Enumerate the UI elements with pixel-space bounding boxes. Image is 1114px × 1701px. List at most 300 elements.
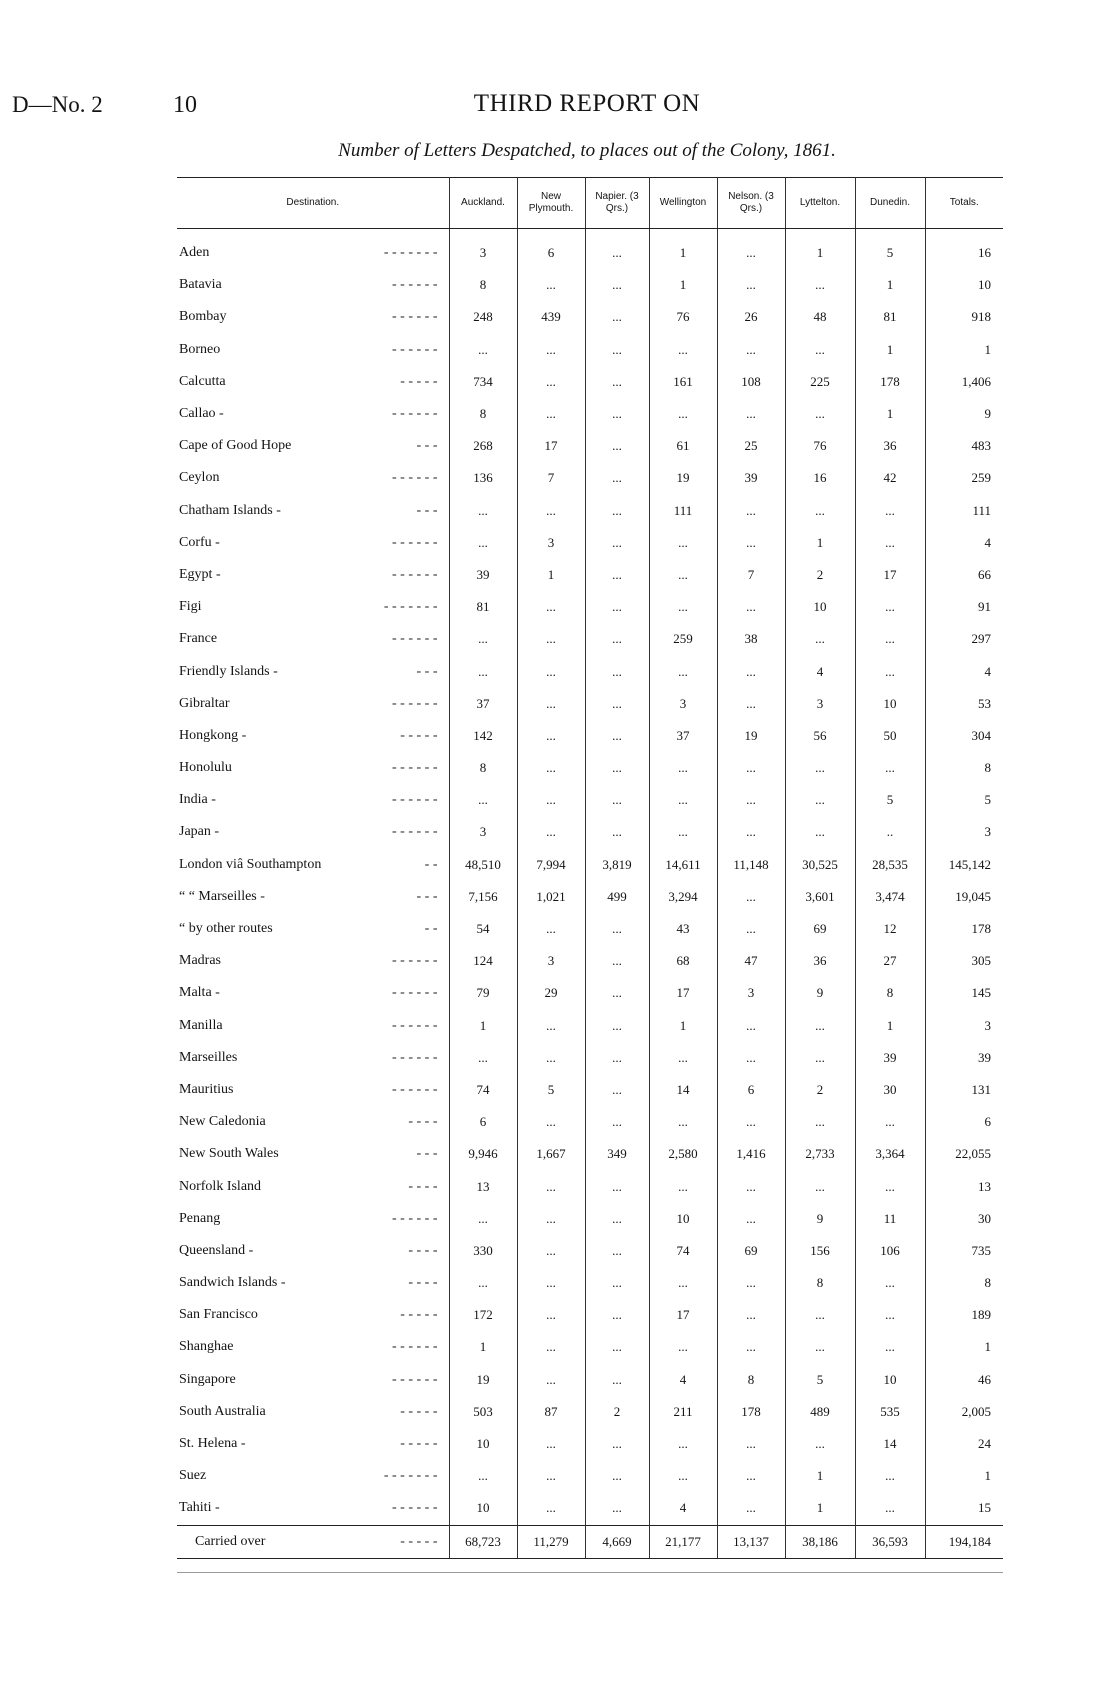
count-cell: 38 bbox=[717, 623, 785, 655]
count-cell: ... bbox=[649, 1428, 717, 1460]
carried-over-label: Carried over bbox=[195, 1533, 266, 1549]
leader-dashes: - - - - - - bbox=[392, 953, 438, 969]
count-cell: 6 bbox=[925, 1106, 1003, 1138]
total-cell: 11,279 bbox=[517, 1525, 585, 1558]
column-header: Auckland. bbox=[449, 178, 517, 229]
count-cell: ... bbox=[717, 334, 785, 366]
count-cell: ... bbox=[585, 229, 649, 270]
destination-cell bbox=[177, 1267, 449, 1299]
count-cell: ... bbox=[517, 688, 585, 720]
count-cell: 19 bbox=[449, 1364, 517, 1396]
count-cell: 7 bbox=[717, 559, 785, 591]
count-cell: ... bbox=[717, 1492, 785, 1525]
count-cell: 30 bbox=[855, 1074, 925, 1106]
leader-dashes: - - - - - - bbox=[392, 341, 438, 357]
total-cell: 13,137 bbox=[717, 1525, 785, 1558]
leader-dashes: - - - - - - bbox=[392, 1339, 438, 1355]
leader-dashes: - - - - - - - bbox=[383, 1468, 438, 1484]
count-cell: 37 bbox=[649, 720, 717, 752]
count-cell: ... bbox=[785, 752, 855, 784]
leader-dashes: - - - - - - bbox=[392, 1081, 438, 1097]
destination-name: Honolulu bbox=[179, 760, 232, 776]
count-cell: 4 bbox=[785, 655, 855, 687]
count-cell: 1 bbox=[449, 1010, 517, 1042]
count-cell: 535 bbox=[855, 1396, 925, 1428]
count-cell: 3,819 bbox=[585, 849, 649, 881]
count-cell: 3 bbox=[517, 945, 585, 977]
count-cell: ... bbox=[785, 816, 855, 848]
count-cell: 39 bbox=[925, 1042, 1003, 1074]
count-cell: 8 bbox=[925, 1267, 1003, 1299]
count-cell: 16 bbox=[925, 229, 1003, 270]
count-cell: ... bbox=[449, 623, 517, 655]
count-cell: 735 bbox=[925, 1235, 1003, 1267]
count-cell: 37 bbox=[449, 688, 517, 720]
count-cell: 178 bbox=[855, 366, 925, 398]
destination-name: Hongkong - bbox=[179, 727, 247, 743]
table-row bbox=[177, 1299, 1003, 1331]
count-cell: 6 bbox=[517, 229, 585, 270]
carried-over-row bbox=[177, 1525, 1003, 1558]
count-cell: ... bbox=[649, 1267, 717, 1299]
count-cell: ... bbox=[649, 1331, 717, 1363]
bottom-rule bbox=[177, 1572, 1003, 1573]
leader-dashes: - - - - bbox=[408, 1275, 438, 1291]
leader-dashes: - - - - bbox=[408, 1242, 438, 1258]
count-cell: 156 bbox=[785, 1235, 855, 1267]
count-cell: 10 bbox=[649, 1203, 717, 1235]
leader-dashes: - - - - - - bbox=[392, 1049, 438, 1065]
count-cell: 3 bbox=[785, 688, 855, 720]
destination-name: India - bbox=[179, 792, 216, 808]
count-cell: ... bbox=[649, 1460, 717, 1492]
count-cell: 178 bbox=[925, 913, 1003, 945]
count-cell: 111 bbox=[925, 495, 1003, 527]
count-cell: 349 bbox=[585, 1138, 649, 1170]
count-cell: 36 bbox=[855, 430, 925, 462]
count-cell: ... bbox=[517, 1203, 585, 1235]
destination-cell bbox=[177, 1010, 449, 1042]
leader-dashes: - - - - - - bbox=[392, 1210, 438, 1226]
destination-cell bbox=[177, 816, 449, 848]
count-cell: ... bbox=[785, 623, 855, 655]
count-cell: ... bbox=[517, 366, 585, 398]
destination-name: South Australia bbox=[179, 1403, 266, 1419]
count-cell: ... bbox=[717, 495, 785, 527]
table-row bbox=[177, 462, 1003, 494]
count-cell: 79 bbox=[449, 977, 517, 1009]
count-cell: 91 bbox=[925, 591, 1003, 623]
count-cell: ... bbox=[517, 655, 585, 687]
count-cell: 1 bbox=[855, 1010, 925, 1042]
destination-cell bbox=[177, 1331, 449, 1363]
destination-name: “ by other routes bbox=[179, 921, 273, 937]
destination-name: Figi bbox=[179, 599, 202, 615]
leader-dashes: - - - - bbox=[408, 1114, 438, 1130]
count-cell: ... bbox=[717, 1331, 785, 1363]
destination-cell bbox=[177, 1106, 449, 1138]
count-cell: ... bbox=[855, 1170, 925, 1202]
count-cell: ... bbox=[517, 1106, 585, 1138]
count-cell: 10 bbox=[449, 1492, 517, 1525]
count-cell: 1,406 bbox=[925, 366, 1003, 398]
leader-dashes: - - - - - - bbox=[392, 534, 438, 550]
count-cell: 305 bbox=[925, 945, 1003, 977]
destination-name: Ceylon bbox=[179, 470, 220, 486]
destination-name: New Caledonia bbox=[179, 1114, 266, 1130]
count-cell: 81 bbox=[449, 591, 517, 623]
count-cell: ... bbox=[855, 591, 925, 623]
table-row bbox=[177, 591, 1003, 623]
count-cell: ... bbox=[585, 1203, 649, 1235]
leader-dashes: - - - - - - bbox=[392, 406, 438, 422]
table-row bbox=[177, 527, 1003, 559]
count-cell: ... bbox=[649, 591, 717, 623]
destination-name: Manilla bbox=[179, 1017, 223, 1033]
count-cell: .. bbox=[855, 816, 925, 848]
report-title: THIRD REPORT ON bbox=[473, 90, 701, 117]
count-cell: ... bbox=[585, 720, 649, 752]
count-cell: 5 bbox=[517, 1074, 585, 1106]
column-header: Destination. bbox=[177, 178, 449, 229]
count-cell: 4 bbox=[925, 527, 1003, 559]
count-cell: ... bbox=[517, 334, 585, 366]
count-cell: ... bbox=[449, 1203, 517, 1235]
count-cell: 4 bbox=[649, 1364, 717, 1396]
count-cell: 2 bbox=[585, 1396, 649, 1428]
table-row bbox=[177, 1138, 1003, 1170]
table-row bbox=[177, 1010, 1003, 1042]
count-cell: ... bbox=[717, 784, 785, 816]
count-cell: 14 bbox=[649, 1074, 717, 1106]
count-cell: 1 bbox=[925, 1331, 1003, 1363]
count-cell: ... bbox=[517, 495, 585, 527]
table-row bbox=[177, 1170, 1003, 1202]
destination-cell bbox=[177, 1492, 449, 1525]
table-row bbox=[177, 784, 1003, 816]
count-cell: 1 bbox=[517, 559, 585, 591]
count-cell: ... bbox=[585, 559, 649, 591]
destination-cell bbox=[177, 977, 449, 1009]
count-cell: ... bbox=[785, 334, 855, 366]
destination-cell bbox=[177, 269, 449, 301]
destination-cell bbox=[177, 881, 449, 913]
count-cell: 17 bbox=[517, 430, 585, 462]
leader-dashes: - - - - - - bbox=[392, 1017, 438, 1033]
destination-cell bbox=[177, 849, 449, 881]
table-row bbox=[177, 1106, 1003, 1138]
count-cell: ... bbox=[449, 495, 517, 527]
leader-dashes: - - - bbox=[416, 1146, 438, 1162]
column-header: Dunedin. bbox=[855, 178, 925, 229]
destination-cell bbox=[177, 945, 449, 977]
count-cell: ... bbox=[517, 784, 585, 816]
count-cell: ... bbox=[585, 1267, 649, 1299]
count-cell: ... bbox=[585, 430, 649, 462]
leader-dashes: - - - - - bbox=[400, 727, 438, 743]
count-cell: 69 bbox=[785, 913, 855, 945]
count-cell: ... bbox=[785, 269, 855, 301]
count-cell: ... bbox=[449, 784, 517, 816]
count-cell: ... bbox=[649, 816, 717, 848]
destination-cell bbox=[177, 591, 449, 623]
count-cell: 10 bbox=[449, 1428, 517, 1460]
leader-dashes: - - - - - - bbox=[392, 1371, 438, 1387]
count-cell: ... bbox=[585, 495, 649, 527]
count-cell: ... bbox=[517, 816, 585, 848]
count-cell: ... bbox=[517, 1267, 585, 1299]
destination-name: Madras bbox=[179, 953, 221, 969]
total-cell: 21,177 bbox=[649, 1525, 717, 1558]
count-cell: 145 bbox=[925, 977, 1003, 1009]
destination-name: Tahiti - bbox=[179, 1500, 220, 1516]
count-cell: ... bbox=[585, 1460, 649, 1492]
count-cell: ... bbox=[449, 1042, 517, 1074]
count-cell: 14 bbox=[855, 1428, 925, 1460]
destination-cell bbox=[177, 462, 449, 494]
destination-name: Cape of Good Hope bbox=[179, 438, 292, 454]
count-cell: ... bbox=[717, 881, 785, 913]
count-cell: ... bbox=[855, 655, 925, 687]
count-cell: ... bbox=[785, 784, 855, 816]
table-row bbox=[177, 1364, 1003, 1396]
count-cell: ... bbox=[449, 655, 517, 687]
count-cell: ... bbox=[449, 1460, 517, 1492]
count-cell: ... bbox=[717, 688, 785, 720]
count-cell: ... bbox=[785, 1299, 855, 1331]
count-cell: 131 bbox=[925, 1074, 1003, 1106]
destination-cell bbox=[177, 1364, 449, 1396]
count-cell: 19 bbox=[717, 720, 785, 752]
count-cell: 56 bbox=[785, 720, 855, 752]
count-cell: ... bbox=[585, 1299, 649, 1331]
count-cell: ... bbox=[649, 1106, 717, 1138]
count-cell: 12 bbox=[855, 913, 925, 945]
table-header-row bbox=[177, 178, 1003, 229]
count-cell: 1 bbox=[855, 334, 925, 366]
table-row bbox=[177, 1267, 1003, 1299]
count-cell: 8 bbox=[925, 752, 1003, 784]
table-row bbox=[177, 495, 1003, 527]
count-cell: ... bbox=[785, 1106, 855, 1138]
count-cell: ... bbox=[649, 1042, 717, 1074]
count-cell: 43 bbox=[649, 913, 717, 945]
count-cell: 108 bbox=[717, 366, 785, 398]
count-cell: ... bbox=[517, 269, 585, 301]
table-row bbox=[177, 1235, 1003, 1267]
leader-dashes: - - bbox=[424, 921, 438, 937]
count-cell: 1 bbox=[785, 229, 855, 270]
count-cell: 15 bbox=[925, 1492, 1003, 1525]
count-cell: ... bbox=[785, 1428, 855, 1460]
destination-cell bbox=[177, 398, 449, 430]
count-cell: 39 bbox=[449, 559, 517, 591]
count-cell: 189 bbox=[925, 1299, 1003, 1331]
destination-name: Aden bbox=[179, 245, 210, 261]
count-cell: 11,148 bbox=[717, 849, 785, 881]
count-cell: ... bbox=[855, 752, 925, 784]
count-cell: ... bbox=[785, 1042, 855, 1074]
count-cell: ... bbox=[585, 527, 649, 559]
destination-cell bbox=[177, 688, 449, 720]
leader-dashes: - - - bbox=[416, 502, 438, 518]
count-cell: ... bbox=[585, 784, 649, 816]
count-cell: 3 bbox=[449, 816, 517, 848]
count-cell: ... bbox=[717, 398, 785, 430]
count-cell: 54 bbox=[449, 913, 517, 945]
count-cell: 1,021 bbox=[517, 881, 585, 913]
count-cell: 19 bbox=[649, 462, 717, 494]
count-cell: 11 bbox=[855, 1203, 925, 1235]
table-row bbox=[177, 720, 1003, 752]
count-cell: 111 bbox=[649, 495, 717, 527]
count-cell: 304 bbox=[925, 720, 1003, 752]
count-cell: 268 bbox=[449, 430, 517, 462]
destination-cell bbox=[177, 720, 449, 752]
count-cell: ... bbox=[517, 1331, 585, 1363]
count-cell: 106 bbox=[855, 1235, 925, 1267]
count-cell: 211 bbox=[649, 1396, 717, 1428]
count-cell: 9 bbox=[785, 977, 855, 1009]
count-cell: ... bbox=[855, 495, 925, 527]
count-cell: 9 bbox=[785, 1203, 855, 1235]
destination-name: Batavia bbox=[179, 277, 222, 293]
leader-dashes: - - - - - - bbox=[392, 631, 438, 647]
destination-cell bbox=[177, 1460, 449, 1492]
count-cell: 734 bbox=[449, 366, 517, 398]
count-cell: ... bbox=[855, 1299, 925, 1331]
destination-name: Norfolk Island bbox=[179, 1178, 262, 1194]
destination-name: Calcutta bbox=[179, 373, 226, 389]
column-header: Lyttelton. bbox=[785, 178, 855, 229]
destination-cell bbox=[177, 1170, 449, 1202]
count-cell: ... bbox=[855, 1331, 925, 1363]
count-cell: 68 bbox=[649, 945, 717, 977]
count-cell: ... bbox=[855, 1106, 925, 1138]
count-cell: ... bbox=[717, 1299, 785, 1331]
count-cell: ... bbox=[585, 591, 649, 623]
table-row bbox=[177, 1460, 1003, 1492]
count-cell: ... bbox=[585, 301, 649, 333]
count-cell: ... bbox=[717, 591, 785, 623]
leader-dashes: - - - - - bbox=[400, 1436, 438, 1452]
leader-dashes: - - - - - bbox=[400, 1307, 438, 1323]
table-row bbox=[177, 301, 1003, 333]
count-cell: ... bbox=[785, 1010, 855, 1042]
count-cell: 5 bbox=[785, 1364, 855, 1396]
destination-name: Singapore bbox=[179, 1371, 236, 1387]
count-cell: ... bbox=[585, 752, 649, 784]
destination-cell bbox=[177, 784, 449, 816]
table-row bbox=[177, 945, 1003, 977]
count-cell: 3,294 bbox=[649, 881, 717, 913]
count-cell: ... bbox=[585, 655, 649, 687]
count-cell: 61 bbox=[649, 430, 717, 462]
count-cell: 1 bbox=[649, 1010, 717, 1042]
count-cell: 8 bbox=[449, 752, 517, 784]
count-cell: 3 bbox=[925, 816, 1003, 848]
count-cell: ... bbox=[717, 913, 785, 945]
destination-name: Penang bbox=[179, 1210, 221, 1226]
count-cell: 225 bbox=[785, 366, 855, 398]
destination-cell bbox=[177, 430, 449, 462]
table-row bbox=[177, 398, 1003, 430]
count-cell: 29 bbox=[517, 977, 585, 1009]
count-cell: 28,535 bbox=[855, 849, 925, 881]
count-cell: ... bbox=[517, 591, 585, 623]
count-cell: 136 bbox=[449, 462, 517, 494]
count-cell: ... bbox=[449, 527, 517, 559]
destination-name: Mauritius bbox=[179, 1081, 234, 1097]
destination-name: “ “ Marseilles - bbox=[179, 888, 265, 904]
destination-cell bbox=[177, 1138, 449, 1170]
count-cell: 1,667 bbox=[517, 1138, 585, 1170]
count-cell: 50 bbox=[855, 720, 925, 752]
count-cell: ... bbox=[717, 1460, 785, 1492]
count-cell: 16 bbox=[785, 462, 855, 494]
destination-name: Egypt - bbox=[179, 566, 221, 582]
count-cell: ... bbox=[785, 398, 855, 430]
table-row bbox=[177, 366, 1003, 398]
leader-dashes: - - - - - bbox=[400, 373, 438, 389]
count-cell: 3,474 bbox=[855, 881, 925, 913]
destination-name: France bbox=[179, 631, 218, 647]
destination-name: Callao - bbox=[179, 406, 224, 422]
table-caption: Number of Letters Despatched, to places out of the Colony, 1861. bbox=[338, 140, 836, 161]
count-cell: 42 bbox=[855, 462, 925, 494]
destination-name: Sandwich Islands - bbox=[179, 1275, 286, 1291]
count-cell: 6 bbox=[449, 1106, 517, 1138]
destination-name: Chatham Islands - bbox=[179, 502, 281, 518]
count-cell: 10 bbox=[855, 1364, 925, 1396]
count-cell: 5 bbox=[925, 784, 1003, 816]
count-cell: ... bbox=[585, 1331, 649, 1363]
table-row bbox=[177, 881, 1003, 913]
destination-cell bbox=[177, 366, 449, 398]
count-cell: ... bbox=[517, 1235, 585, 1267]
count-cell: 483 bbox=[925, 430, 1003, 462]
count-cell: ... bbox=[717, 527, 785, 559]
count-cell: ... bbox=[649, 1170, 717, 1202]
count-cell: ... bbox=[585, 1428, 649, 1460]
count-cell: 1 bbox=[649, 269, 717, 301]
count-cell: 48 bbox=[785, 301, 855, 333]
destination-cell bbox=[177, 1299, 449, 1331]
count-cell: 1 bbox=[855, 398, 925, 430]
count-cell: ... bbox=[585, 977, 649, 1009]
count-cell: ... bbox=[717, 752, 785, 784]
count-cell: ... bbox=[717, 1267, 785, 1299]
document-reference: D—No. 2 bbox=[12, 92, 103, 117]
count-cell: 172 bbox=[449, 1299, 517, 1331]
destination-cell bbox=[177, 752, 449, 784]
count-cell: ... bbox=[517, 752, 585, 784]
destination-name: St. Helena - bbox=[179, 1436, 246, 1452]
count-cell: 87 bbox=[517, 1396, 585, 1428]
count-cell: ... bbox=[585, 269, 649, 301]
count-cell: 8 bbox=[785, 1267, 855, 1299]
count-cell: 1 bbox=[649, 229, 717, 270]
destination-cell bbox=[177, 1203, 449, 1235]
table-row bbox=[177, 655, 1003, 687]
leader-dashes: - - - - - - bbox=[392, 985, 438, 1001]
destination-cell bbox=[177, 334, 449, 366]
count-cell: 3 bbox=[717, 977, 785, 1009]
count-cell: ... bbox=[517, 1299, 585, 1331]
count-cell: ... bbox=[517, 1460, 585, 1492]
destination-cell bbox=[177, 559, 449, 591]
count-cell: ... bbox=[785, 1170, 855, 1202]
